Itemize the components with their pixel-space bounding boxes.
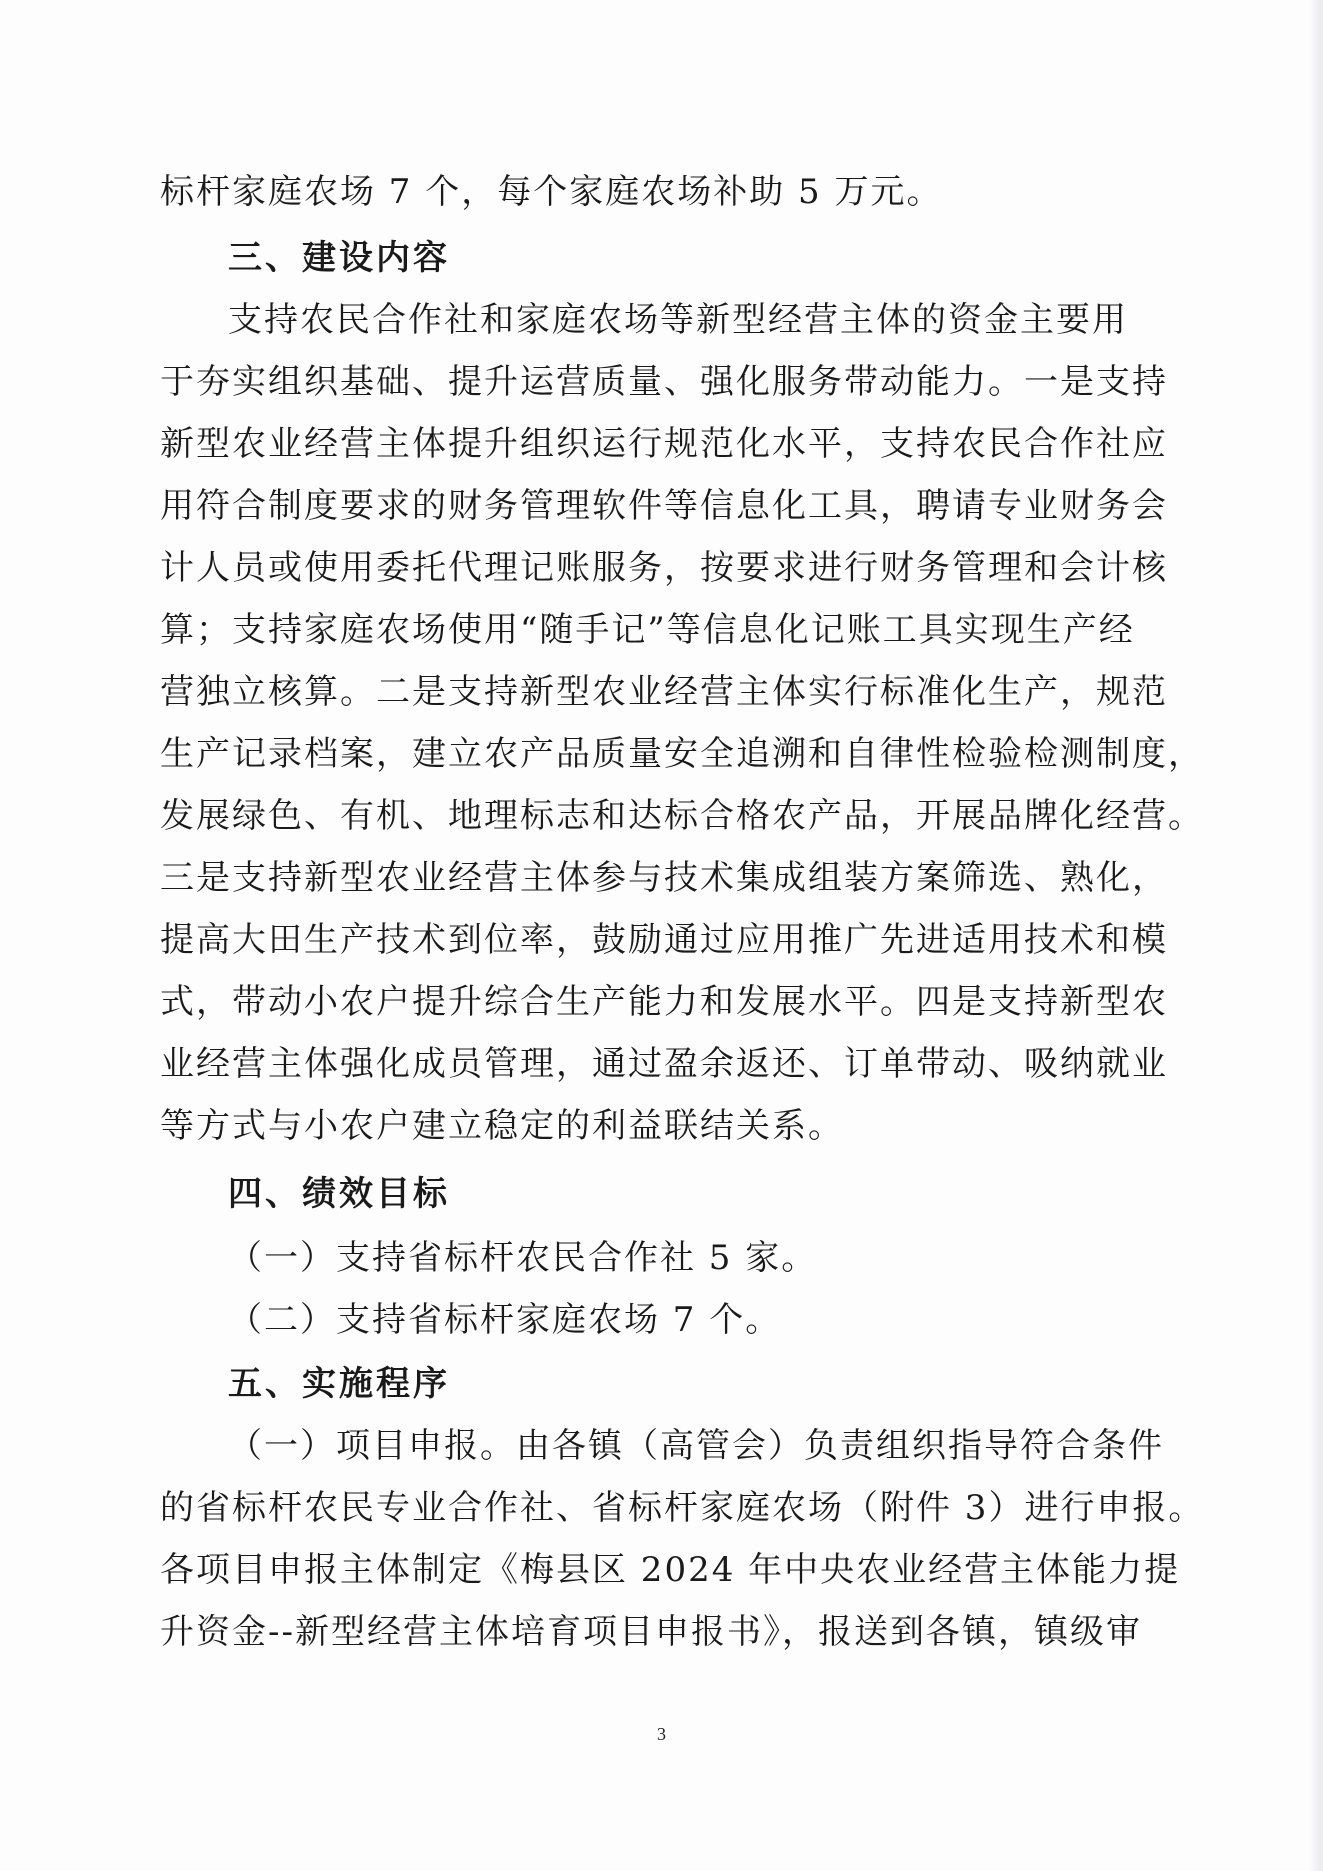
scan-edge-shading [1309, 0, 1323, 1871]
paragraph-line: （一）项目申报。由各镇（高管会）负责组织指导符合条件 [228, 1426, 1164, 1466]
paragraph-line: 营独立核算。二是支持新型农业经营主体实行标准化生产，规范 [160, 672, 1168, 712]
paragraph-line: 三是支持新型农业经营主体参与技术集成组装方案筛选、熟化， [160, 858, 1168, 898]
page-number: 3 [657, 1724, 666, 1744]
paragraph-line: 支持农民合作社和家庭农场等新型经营主体的资金主要用 [228, 300, 1128, 340]
section-heading-construction: 三、建设内容 [228, 238, 450, 278]
paragraph-line: 式，带动小农户提升综合生产能力和发展水平。四是支持新型农 [160, 982, 1168, 1022]
paragraph-line: 计人员或使用委托代理记账服务，按要求进行财务管理和会计核 [160, 548, 1168, 588]
section-heading-performance: 四、绩效目标 [228, 1174, 450, 1214]
paragraph-line: 各项目申报主体制定《梅县区 2024 年中央农业经营主体能力提 [160, 1550, 1181, 1590]
paragraph-line: 发展绿色、有机、地理标志和达标合格农产品，开展品牌化经营。 [160, 796, 1204, 836]
paragraph-line: 于夯实组织基础、提升运营质量、强化服务带动能力。一是支持 [160, 362, 1168, 402]
paragraph-line: 标杆家庭农场 7 个，每个家庭农场补助 5 万元。 [160, 172, 943, 212]
paragraph-line: 等方式与小农户建立稳定的利益联结关系。 [160, 1106, 844, 1146]
paragraph-line: 新型农业经营主体提升组织运行规范化水平，支持农民合作社应 [160, 424, 1168, 464]
paragraph-line: 升资金--新型经营主体培育项目申报书》，报送到各镇，镇级审 [160, 1612, 1142, 1652]
paragraph-line: 生产记录档案，建立农产品质量安全追溯和自律性检验检测制度， [160, 734, 1204, 774]
list-item: （二）支持省标杆家庭农场 7 个。 [228, 1300, 782, 1340]
section-heading-procedure: 五、实施程序 [228, 1364, 450, 1404]
list-item: （一）支持省标杆农民合作社 5 家。 [228, 1238, 818, 1278]
paragraph-line: 的省标杆农民专业合作社、省标杆家庭农场（附件 3）进行申报。 [160, 1488, 1205, 1528]
paragraph-line: 业经营主体强化成员管理，通过盈余返还、订单带动、吸纳就业 [160, 1044, 1168, 1084]
paragraph-line: 用符合制度要求的财务管理软件等信息化工具，聘请专业财务会 [160, 486, 1168, 526]
paragraph-line: 提高大田生产技术到位率，鼓励通过应用推广先进适用技术和模 [160, 920, 1168, 960]
paragraph-line: 算；支持家庭农场使用“随手记”等信息化记账工具实现生产经 [160, 610, 1135, 650]
